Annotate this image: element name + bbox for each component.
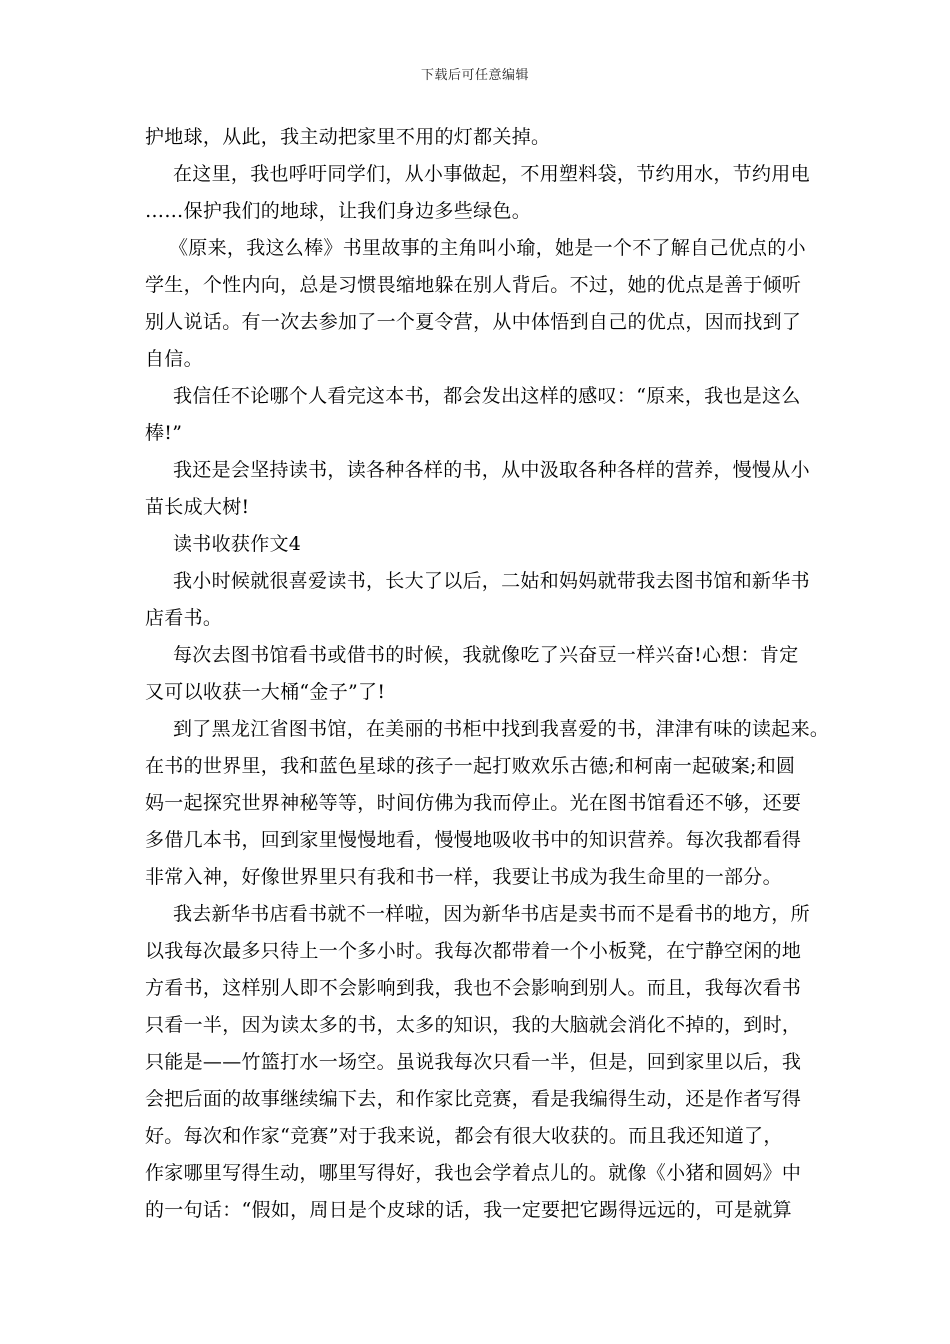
text-line: 又可以收获一大桶“金子”了! bbox=[145, 681, 386, 703]
paragraph-start-line: 我小时候就很喜爱读书，长大了以后，二姑和妈妈就带我去图书馆和新华书 bbox=[173, 570, 810, 592]
text-line: 棒!” bbox=[145, 422, 183, 444]
paragraph-start-line: 在这里，我也呼吁同学们，从小事做起，不用塑料袋，节约用水，节约用电 bbox=[173, 163, 810, 185]
text-line: 在书的世界里，我和蓝色星球的孩子一起打败欢乐古德;和柯南一起破案;和圆 bbox=[145, 755, 796, 777]
paragraph-start-line: 到了黑龙江省图书馆，在美丽的书柜中找到我喜爱的书，津津有味的读起来。 bbox=[173, 718, 830, 740]
section-heading: 读书收获作文4 bbox=[173, 533, 302, 555]
paragraph-start-line: 每次去图书馆看书或借书的时候，我就像吃了兴奋豆一样兴奋!心想：肯定 bbox=[173, 644, 799, 666]
text-line: 苗长成大树! bbox=[145, 496, 250, 518]
text-line: 自信。 bbox=[145, 348, 203, 370]
text-line: 以我每次最多只待上一个多小时。我每次都带着一个小板凳，在宁静空闲的地 bbox=[145, 940, 802, 962]
text-line: 的一句话：“假如，周日是个皮球的话，我一定要把它踢得远远的，可是就算 bbox=[145, 1199, 792, 1221]
paragraph-start-line: 我还是会坚持读书，读各种各样的书，从中汲取各种各样的营养，慢慢从小 bbox=[173, 459, 810, 481]
text-line: 别人说话。有一次去参加了一个夏令营，从中体悟到自己的优点，因而找到了 bbox=[145, 311, 802, 333]
page-header-note: 下载后可任意编辑 bbox=[420, 68, 529, 83]
text-line: 护地球，从此，我主动把家里不用的灯都关掉。 bbox=[145, 126, 551, 148]
text-line: 只能是——竹篮打水一场空。虽说我每次只看一半，但是，回到家里以后，我 bbox=[145, 1051, 802, 1073]
text-line: 方看书，这样别人即不会影响到我，我也不会影响到别人。而且，我每次看书 bbox=[145, 977, 802, 999]
text-line: 作家哪里写得生动，哪里写得好，我也会学着点儿的。就像《小猪和圆妈》中 bbox=[145, 1162, 802, 1184]
text-line: ……保护我们的地球，让我们身边多些绿色。 bbox=[145, 200, 532, 222]
text-line: 妈一起探究世界神秘等等，时间仿佛为我而停止。光在图书馆看还不够，还要 bbox=[145, 792, 802, 814]
text-line: 只看一半，因为读太多的书，太多的知识，我的大脑就会消化不掉的，到时， bbox=[145, 1014, 802, 1036]
body-text bbox=[145, 119, 830, 1229]
paragraph-start-line: 我信任不论哪个人看完这本书，都会发出这样的感叹：“原来，我也是这么 bbox=[173, 385, 801, 407]
text-line: 店看书。 bbox=[145, 607, 223, 629]
text-line: 学生，个性内向，总是习惯畏缩地躲在别人背后。不过，她的优点是善于倾听 bbox=[145, 274, 802, 296]
text-line: 会把后面的故事继续编下去，和作家比竞赛，看是我编得生动，还是作者写得 bbox=[145, 1088, 802, 1110]
text-line: 好。每次和作家“竞赛”对于我来说，都会有很大收获的。而且我还知道了， bbox=[145, 1125, 783, 1147]
paragraph-start-line: 《原来，我这么棒》书里故事的主角叫小瑜，她是一个不了解自己优点的小 bbox=[169, 237, 806, 259]
text-line: 非常入神，好像世界里只有我和书一样，我要让书成为我生命里的一部分。 bbox=[145, 866, 782, 888]
text-line: 多借几本书，回到家里慢慢地看，慢慢地吸收书中的知识营养。每次我都看得 bbox=[145, 829, 802, 851]
paragraph-start-line: 我去新华书店看书就不一样啦，因为新华书店是卖书而不是看书的地方，所 bbox=[173, 903, 810, 925]
